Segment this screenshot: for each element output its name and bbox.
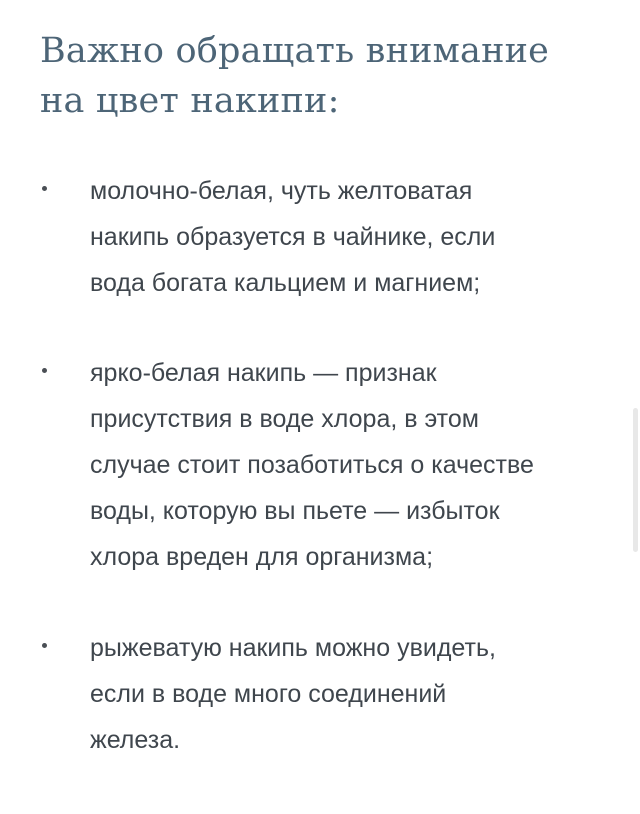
list-item-text <box>90 625 605 763</box>
list-item-text <box>90 168 605 306</box>
text-line: накипь образуется в чайнике, если <box>90 223 496 251</box>
text-line: присутствия в воде хлора, в этом <box>90 405 479 433</box>
section-heading <box>40 26 620 126</box>
text-line: случае стоит позаботиться о качестве <box>90 451 534 479</box>
text-line: вода богата кальцием и магнием; <box>90 269 481 297</box>
bullet-icon <box>42 186 47 191</box>
text-line: если в воде много соединений <box>90 680 447 708</box>
text-line: ярко-белая накипь — признак <box>90 359 437 387</box>
heading-line: на цвет накипи: <box>40 81 340 121</box>
bullet-icon <box>42 643 47 648</box>
bullet-icon <box>42 368 47 373</box>
text-line: рыжеватую накипь можно увидеть, <box>90 634 496 662</box>
scrollbar-thumb[interactable] <box>633 408 638 552</box>
heading-line: Важно обращать внимание <box>40 31 550 71</box>
text-line: хлора вреден для организма; <box>90 543 434 571</box>
text-line: молочно-белая, чуть желтоватая <box>90 177 473 205</box>
text-line: воды, которую вы пьете — избыток <box>90 497 500 525</box>
list-item-text <box>90 350 605 580</box>
text-line: железа. <box>90 726 181 754</box>
